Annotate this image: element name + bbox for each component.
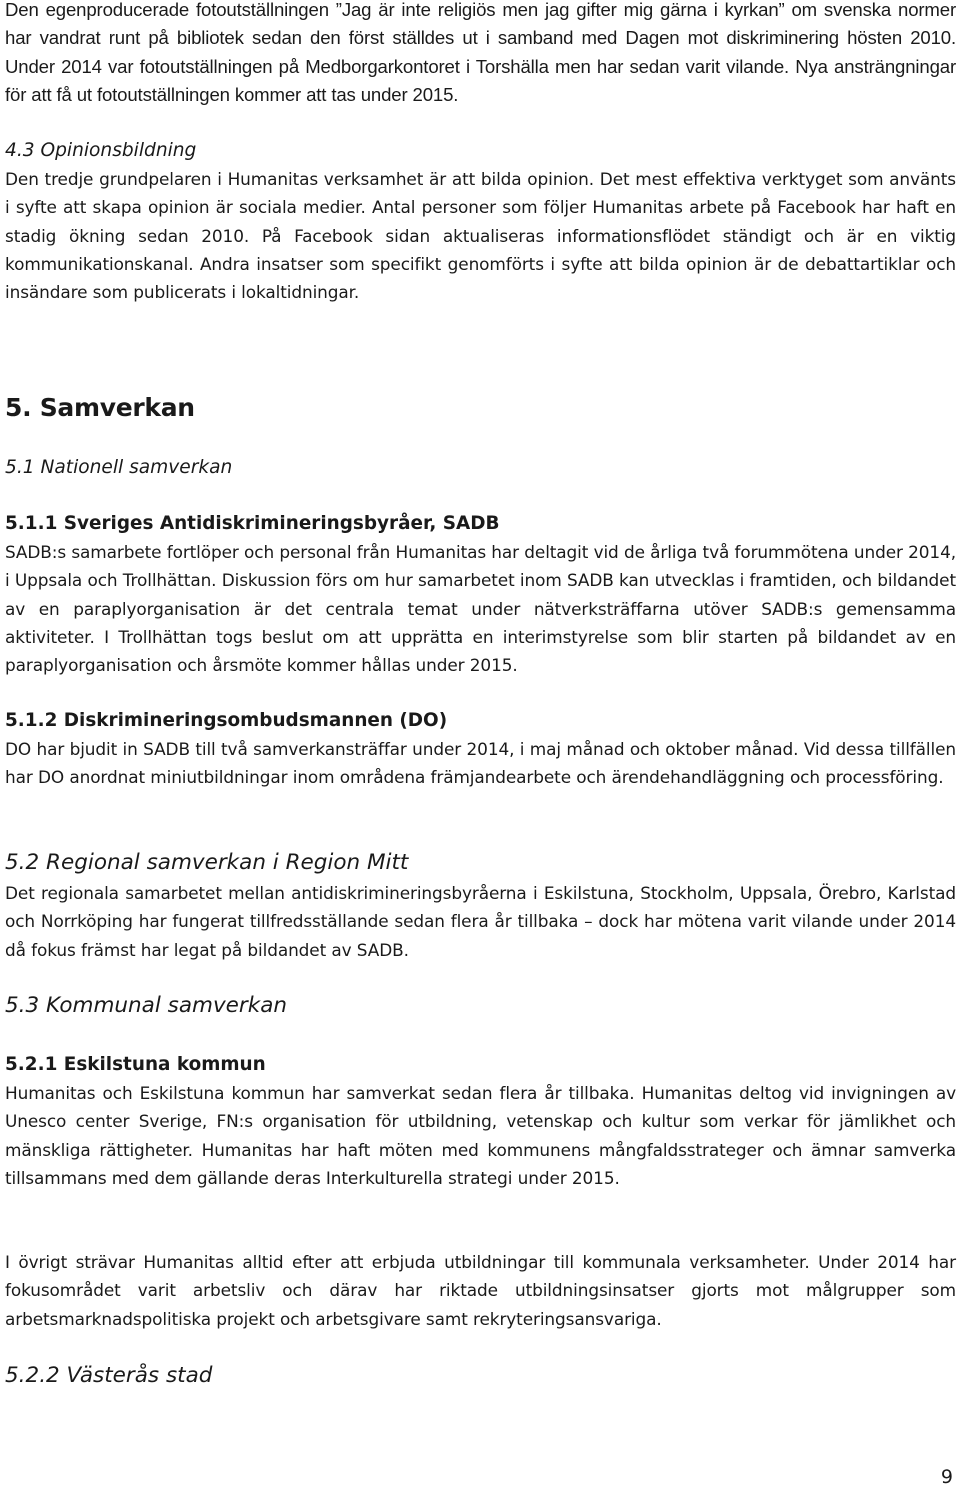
paragraph-4-3: Den tredje grundpelaren i Humanitas verksamhet är att bilda opinion. Det mest effektiva verktyget som använts i syfte att skapa opinion är sociala medier. Antal personer som följer Humanitas arbete på Facebook har haft en stadig ökning sedan 2010. På Facebook sidan aktualiseras informationsflödet ständigt och är en viktig kommunikationskanal. Andra insatser som specifikt genomförts i syfte att bilda opinion är de debattartiklar och insändare som publicerats i lokaltidningar.	[5, 169, 956, 303]
heading-5: 5. Samverkan	[5, 393, 195, 422]
intro-paragraph: Den egenproducerade fotoutställningen ”Jag är inte religiös men jag gifter mig gärna i kyrkan” om svenska normer har vandrat runt på bibliotek sedan den först ställdes ut i samband med Dagen mot diskriminering hösten 2010. Under 2014 var fotoutställningen på Medborgarkontoret i Torshälla men har sedan varit vilande. Nya ansträngningar för att få ut fotoutställningen kommer att tas under 2015.	[5, 0, 956, 105]
heading-4-3: 4.3 Opinionsbildning	[5, 140, 197, 161]
paragraph-5-1-1: SADB:s samarbete fortlöper och personal från Humanitas har deltagit vid de årliga två forummötena under 2014, i Uppsala och Trollhättan. Diskussion förs om hur samarbetet inom SADB kan utvecklas i framtiden, och bildandet av en paraplyorganisation är det centrala temat under nätverksträffarna utöver SADB:s gemensamma aktiviteter. I Trollhättan togs beslut om att upprätta en interimstyrelse som blir starten på bildandet av en paraplyorganisation och årsmöte kommer hållas under 2015.	[5, 542, 956, 676]
heading-5-2-1: 5.2.1 Eskilstuna kommun	[5, 1054, 266, 1075]
heading-5-2: 5.2 Regional samverkan i Region Mitt	[5, 850, 409, 875]
paragraph-5-2-1-b: I övrigt strävar Humanitas alltid efter att erbjuda utbildningar till kommunala verksamheter. Under 2014 har fokusområdet varit arbetsliv och därav har riktade utbildningsinsatser gjorts mot målgrupper som arbetsmarknadspolitiska projekt och arbetsgivare samt rekryteringsansvariga.	[5, 1252, 956, 1329]
heading-5-1: 5.1 Nationell samverkan	[5, 457, 233, 478]
paragraph-5-2-1-a: Humanitas och Eskilstuna kommun har samverkat sedan flera år tillbaka. Humanitas deltog vid invigningen av Unesco center Sverige, FN:s organisation för utbildning, vetenskap och kultur som verkar för jämlikhet och mänskliga rättigheter. Humanitas har haft möten med kommunens mångfaldsstrateger och ämnar samverka tillsammans med dem gällande deras Interkulturella strategi under 2015.	[5, 1083, 956, 1188]
page-number: 9	[940, 1466, 953, 1488]
paragraph-5-2: Det regionala samarbetet mellan antidiskrimineringsbyråerna i Eskilstuna, Stockholm, Uppsala, Örebro, Karlstad och Norrköping har fungerat tillfredsställande sedan flera år tillbaka – dock har mötena varit vilande under 2014 då fokus främst har legat på bildandet av SADB.	[5, 883, 956, 960]
heading-5-3: 5.3 Kommunal samverkan	[5, 993, 287, 1018]
heading-5-1-1: 5.1.1 Sveriges Antidiskrimineringsbyråer, SADB	[5, 513, 500, 534]
heading-5-2-2: 5.2.2 Västerås stad	[5, 1363, 213, 1388]
heading-5-1-2: 5.1.2 Diskrimineringsombudsmannen (DO)	[5, 710, 448, 731]
paragraph-5-1-2: DO har bjudit in SADB till två samverkansträffar under 2014, i maj månad och oktober månad. Vid dessa tillfällen har DO anordnat miniutbildningar inom områdena främjandearbete och ärendehandläggning och processföring.	[5, 739, 956, 788]
